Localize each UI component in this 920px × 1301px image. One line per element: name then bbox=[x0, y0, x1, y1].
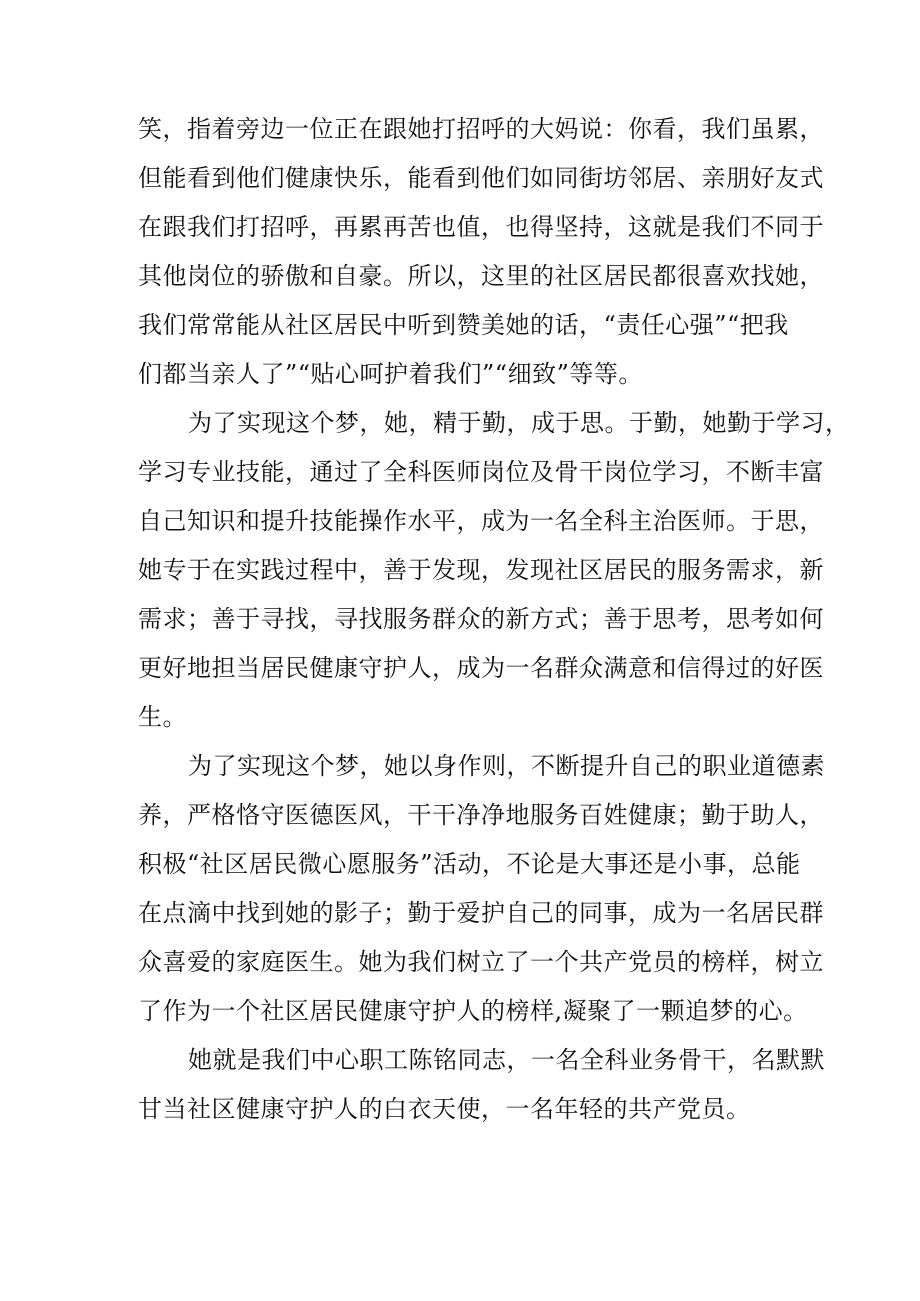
text-line: 笑，指着旁边一位正在跟她打招呼的大妈说：你看，我们虽累， bbox=[138, 115, 824, 143]
text-line: 积极“社区居民微心愿服务”活动，不论是大事还是小事，总能 bbox=[138, 850, 801, 878]
text-line: 更好地担当居民健康守护人，成为一名群众满意和信得过的好医 bbox=[138, 654, 824, 682]
text-line: 自己知识和提升技能操作水平，成为一名全科主治医师。于思， bbox=[138, 507, 824, 535]
text-line: 在跟我们打招呼，再累再苦也值，也得坚持，这就是我们不同于 bbox=[138, 213, 824, 241]
text-line: 其他岗位的骄傲和自豪。所以，这里的社区居民都很喜欢找她， bbox=[138, 262, 824, 290]
text-line: 学习专业技能，通过了全科医师岗位及骨干岗位学习，不断丰富 bbox=[138, 458, 824, 486]
text-line: 了作为一个社区居民健康守护人的榜样,凝聚了一颗追梦的心。 bbox=[138, 997, 808, 1025]
text-line: 需求；善于寻找，寻找服务群众的新方式；善于思考，思考如何 bbox=[138, 605, 824, 633]
text-line: 在点滴中找到她的影子；勤于爱护自己的同事，成为一名居民群 bbox=[138, 899, 824, 927]
text-line: 养，严格恪守医德医风，干干净净地服务百姓健康；勤于助人， bbox=[138, 801, 824, 829]
text-line: 我们常常能从社区居民中听到赞美她的话，“责任心强”“把我 bbox=[138, 311, 789, 339]
text-line: 她就是我们中心职工陈铭同志，一名全科业务骨干，名默默 bbox=[188, 1046, 825, 1074]
text-line: 众喜爱的家庭医生。她为我们树立了一个共产党员的榜样，树立 bbox=[138, 948, 824, 976]
text-line: 们都当亲人了”“贴心呵护着我们”“细致”等等。 bbox=[138, 360, 643, 388]
text-line: 但能看到他们健康快乐，能看到他们如同街坊邻居、亲朋好友式 bbox=[138, 164, 824, 192]
text-line: 她专于在实践过程中，善于发现，发现社区居民的服务需求，新 bbox=[138, 556, 824, 584]
text-line: 甘当社区健康守护人的白衣天使，一名年轻的共产党员。 bbox=[138, 1095, 751, 1123]
text-line: 为了实现这个梦，她以身作则，不断提升自己的职业道德素 bbox=[188, 752, 825, 780]
text-line: 生。 bbox=[138, 703, 187, 731]
text-line: 为了实现这个梦，她，精于勤，成于思。于勤，她勤于学习， bbox=[188, 409, 850, 437]
